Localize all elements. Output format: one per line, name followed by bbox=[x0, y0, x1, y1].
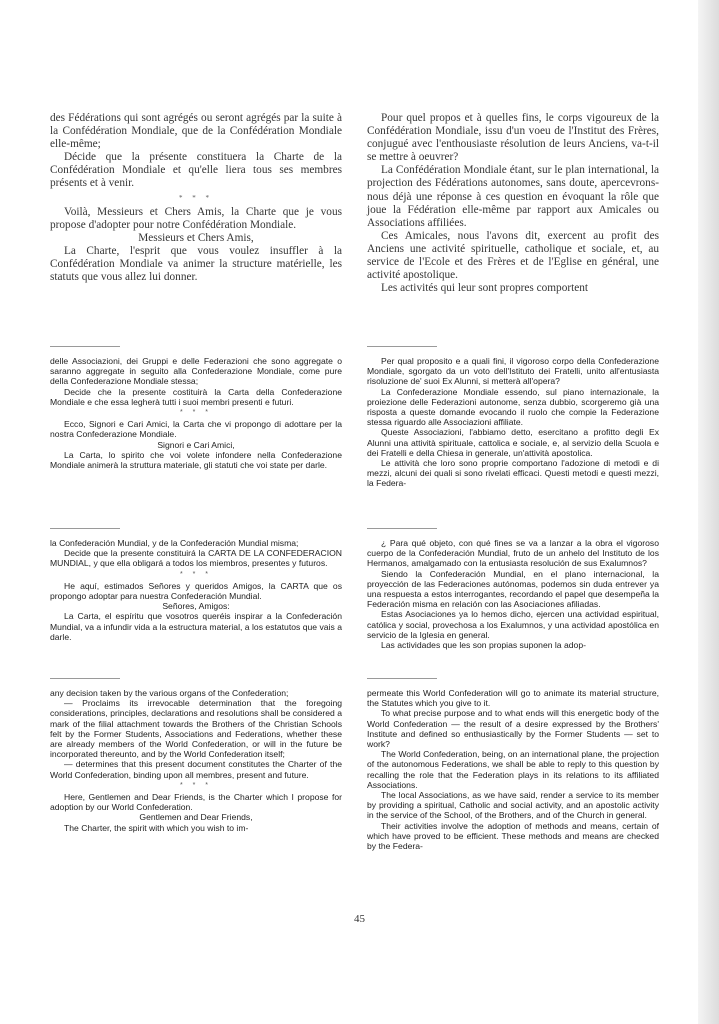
section-separator: * * * bbox=[179, 193, 213, 202]
spanish-left-column bbox=[50, 538, 342, 642]
paragraph: Les activités qui leur sont propres comportent bbox=[381, 282, 589, 295]
paragraph: Gentlemen and Dear Friends, bbox=[139, 812, 253, 823]
section-rule bbox=[367, 346, 437, 347]
section-rule bbox=[367, 678, 437, 679]
paragraph: Per qual proposito e a quali fini, il vigoroso corpo della Confederazione Mondiale, sgorgato da un voto dell'Istituto dei Fratelli, unito all'entusiasta risoluzione de' suoi Ex Alunni, si metterà all'opera? bbox=[367, 356, 659, 387]
paragraph: des Fédérations qui sont agrégés ou seront agrégés par la suite à la Confédération Mondiale, que de la Confédération Mondiale elle-même; bbox=[50, 112, 342, 151]
paragraph: Decide que la presente constituirá la CARTA DE LA CONFEDERACION MUNDIAL, y que ella obligará a todos los miembros, presentes y futuros. bbox=[50, 548, 342, 569]
section-separator: * * * bbox=[179, 781, 213, 789]
paragraph: la Confederación Mundial, y de la Confederación Mundial misma; bbox=[50, 538, 299, 548]
paragraph: Their activities involve the adoption of methods and means, certain of which have proved to be efficient. These methods and means are checked by the Federa- bbox=[367, 820, 659, 852]
italian-right-column bbox=[367, 356, 659, 489]
paragraph: Ces Amicales, nous l'avons dit, exercent au profit des Anciens une activité spirituelle, catholique et sociale, et, au service de l'Ecole et des Frères et de l'Eglise en général, une activité apostolique. bbox=[367, 229, 659, 282]
paragraph: permeate this World Confederation will go to animate its material structure, the Statutes which you give to it. bbox=[367, 688, 659, 709]
paragraph: The World Confederation, being, on an international plane, the projection of the autonomous Federations, we shall be able to reply to this question by recalling the role that the Federation plays in its relations to its affiliated Associations. bbox=[367, 749, 659, 790]
paragraph: Ecco, Signori e Cari Amici, la Carta che vi propongo di adottare per la nostra Confederazione Mondiale. bbox=[50, 419, 342, 440]
italian-left-column bbox=[50, 356, 342, 470]
binding-shadow bbox=[698, 0, 719, 1024]
paragraph: Las actividades que les son propias suponen la adop- bbox=[381, 640, 586, 651]
paragraph: Voilà, Messieurs et Chers Amis, la Charte que je vous propose d'adopter pour notre Confédération Mondiale. bbox=[50, 205, 342, 231]
section-rule bbox=[50, 678, 120, 679]
paragraph: Queste Associazioni, l'abbiamo detto, esercitano a profitto degli Ex Alunni una attività spirituale, cattolica e sociale, e, al servizio della Scuola e dei Fratelli e della Chiesa in generale, un'attività apostolica. bbox=[367, 427, 659, 458]
paragraph: Here, Gentlemen and Dear Friends, is the Charter which I propose for adoption by our World Confederation. bbox=[50, 792, 342, 813]
paragraph: Estas Asociaciones ya lo hemos dicho, ejercen una actividad espiritual, católica y social, provechosa a los Exalumnos, y una actividad apostólica en servicio de la Iglesia en general. bbox=[367, 609, 659, 640]
english-right-column bbox=[367, 688, 659, 851]
paragraph: Signori e Cari Amici, bbox=[157, 439, 235, 450]
section-rule bbox=[367, 528, 437, 529]
section-rule bbox=[50, 346, 120, 347]
section-rule bbox=[50, 528, 120, 529]
french-left-column bbox=[50, 112, 342, 284]
section-separator: * * * bbox=[179, 409, 213, 417]
section-separator: * * * bbox=[179, 570, 213, 578]
paragraph: La Carta, lo spirito che voi volete infondere nella Confederazione Mondiale animerà la struttura materiale, gli statuti che voi state per darle. bbox=[50, 449, 342, 471]
paragraph: ¿ Para qué objeto, con qué fines se va a lanzar a la obra el vigoroso cuerpo de la Confederación Mundial, fruto de un anhelo del Instituto de los Hermanos, amalgamado con la entusiasta resolución de sus Exalumnos? bbox=[367, 538, 659, 569]
paragraph: — Proclaims its irrevocable determination that the foregoing considerations, principles, declarations and resolutions shall be considered a mark of the filial attachment towards the Brothers of the Christian Schools felt by the Former Students, Associations and Federations, whether these are already members of the World Confederation, or will in the future be incorporated thereunto, and by the World Confederation itself; bbox=[50, 698, 342, 760]
paragraph: La Carta, el espíritu que vosotros queréis inspirar a la Confederación Mundial, va a infundir vida a la estructura material, a los estatutos que vais a darle. bbox=[50, 611, 342, 642]
paragraph: La Confederazione Mondiale essendo, sul piano internazionale, la proiezione delle Federazioni autonome, senza dubbio, scorgeremo già una risposta a queste domande evocando il ruolo che compie la Federazione stessa riguardo alle Associazioni affiliate. bbox=[367, 386, 659, 428]
paragraph: La Confédération Mondiale étant, sur le plan international, la projection des Fédérations autonomes, sans doute, apercevrons-nous déjà une réponse à ces question en évoquant la rôle que joue la Fédération elle-même par rapport aux Amicales ou Associations affiliées. bbox=[367, 164, 659, 229]
paragraph: Señores, Amigos: bbox=[162, 601, 230, 612]
paragraph: The Charter, the spirit with which you wish to im- bbox=[64, 822, 249, 833]
paragraph: any decision taken by the various organs of the Confederation; bbox=[50, 688, 289, 698]
page-number: 45 bbox=[354, 913, 365, 925]
paragraph: He aquí, estimados Señores y queridos Amigos, la CARTA que os propongo adoptar para nuestra Confederación Mundial. bbox=[50, 580, 342, 602]
french-right-column bbox=[367, 112, 659, 295]
english-left-column bbox=[50, 688, 342, 833]
paragraph: Decide che la presente costituirà la Carta della Confederazione Mondiale e che essa legherà tutti i suoi membri presenti e futuri. bbox=[50, 386, 342, 407]
paragraph: — determines that this present document constitutes the Charter of the World Confederation, binding upon all membres, present and future. bbox=[50, 759, 342, 780]
paragraph: Siendo la Confederación Mundial, en el plano internacional, la proyección de las Federaciones autónomas, podemos sin duda entrever ya una respuesta a estos interrogantes, recordando el papel que desempeña la Federación misma en relación con las Asociaciones afiliadas. bbox=[367, 568, 659, 610]
spanish-right-column bbox=[367, 538, 659, 650]
paragraph: La Charte, l'esprit que vous voulez insuffler à la Confédération Mondiale va animer la structure matérielle, les statuts que vous allez lui donner. bbox=[50, 244, 342, 284]
paragraph: Le attività che loro sono proprie comportano l'adozione di metodi e di mezzi, alcuni dei quali si sono rivelati efficaci. Questi metodi e questi mezzi, la Federa- bbox=[367, 458, 659, 489]
paragraph: The local Associations, as we have said, render a service to its member by providing a spiritual, Catholic and social activity, and an apostolic activity in the service of the School, of the Brothers, and of the Church in general. bbox=[367, 790, 659, 821]
paragraph: Pour quel propos et à quelles fins, le corps vigoureux de la Confédération Mondiale, issu d'un voeu de l'Institut des Frères, conjugué avec l'enthousiaste résolution de leurs Anciens, va-t-il se mettre à oeuvrer? bbox=[367, 112, 659, 164]
paragraph: delle Associazioni, dei Gruppi e delle Federazioni che sono aggregate o saranno aggregate in seguito alla Confederazione Mondiale, come pure della Confederazione Mondiale stessa; bbox=[50, 356, 342, 387]
paragraph: Décide que la présente constituera la Charte de la Confédération Mondiale et qu'elle liera tous ses membres présents et à venir. bbox=[50, 151, 342, 190]
paragraph: Messieurs et Chers Amis, bbox=[138, 231, 254, 244]
paragraph: To what precise purpose and to what ends will this energetic body of the World Confederation — the result of a desire expressed by the Brothers' Institute and defined so enthusiastically by the Former Students — set to work? bbox=[367, 708, 659, 750]
